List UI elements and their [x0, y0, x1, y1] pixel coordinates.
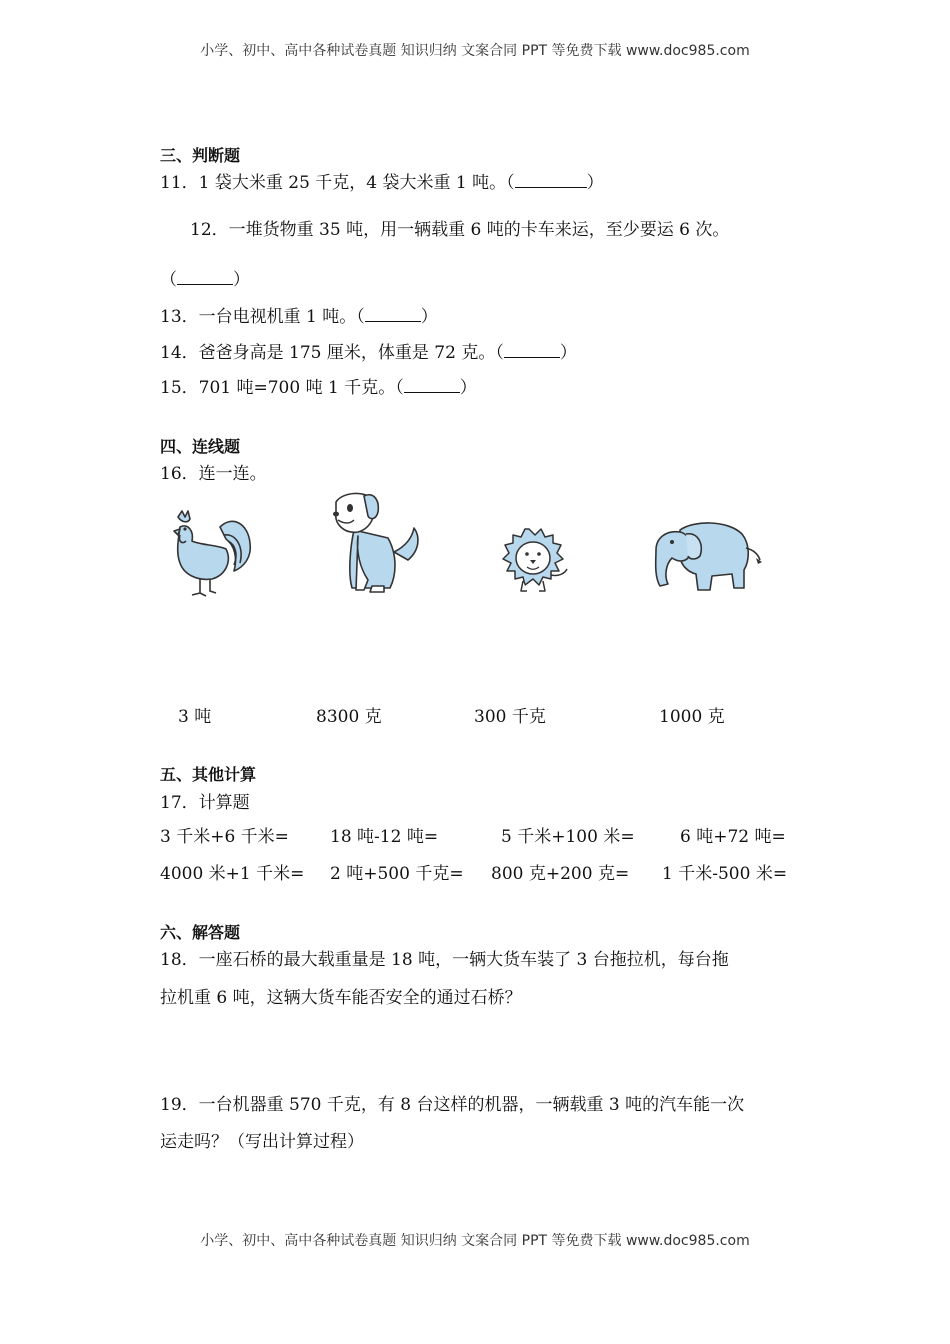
question-16: 16．连一连。 [160, 464, 267, 484]
close-paren: ） [559, 343, 577, 363]
close-paren: ） [420, 307, 438, 327]
question-18-line1: 18．一座石桥的最大载重量是 18 吨，一辆大货车装了 3 台拖拉机，每台拖 [160, 950, 729, 970]
weight-label-4[interactable]: 1000 克 [659, 707, 725, 727]
rooster-icon[interactable] [160, 505, 255, 600]
lion-icon[interactable] [495, 525, 575, 597]
question-13 [160, 302, 438, 327]
calc-item: 18 吨-12 吨= [330, 827, 439, 847]
weight-label-1[interactable]: 3 吨 [178, 707, 212, 727]
question-15 [160, 373, 477, 398]
weight-label-2[interactable]: 8300 克 [316, 707, 382, 727]
question-12: 12．一堆货物重 35 吨，用一辆载重 6 吨的卡车来运，至少要运 6 次。 [190, 220, 730, 240]
question-11-text: 11．1 袋大米重 25 千克，4 袋大米重 1 吨。（ [160, 173, 515, 193]
question-18-line2: 拉机重 6 吨，这辆大货车能否安全的通过石桥？ [160, 988, 522, 1008]
question-13-text: 13．一台电视机重 1 吨。（ [160, 307, 365, 327]
weight-label-3[interactable]: 300 千克 [474, 707, 546, 727]
calc-item: 1 千米-500 米= [662, 864, 788, 884]
question-15-text: 15．701 吨=700 吨 1 千克。（ [160, 378, 404, 398]
page-header: 小学、初中、高中各种试卷真题 知识归纳 文案合同 PPT 等免费下载 www.doc985.com [200, 43, 750, 59]
answer-blank-11[interactable] [515, 173, 587, 188]
section6-title: 六、解答题 [160, 923, 241, 942]
question-12-answer [160, 265, 250, 290]
question-14-text: 14．爸爸身高是 175 厘米，体重是 72 克。（ [160, 343, 504, 363]
answer-blank-15[interactable] [404, 378, 460, 393]
calc-item: 2 吨+500 千克= [330, 864, 464, 884]
calc-item: 6 吨+72 吨= [680, 827, 786, 847]
question-19-line1: 19．一台机器重 570 千克，有 8 台这样的机器，一辆载重 3 吨的汽车能一次 [160, 1095, 745, 1115]
elephant-icon[interactable] [650, 518, 765, 598]
answer-blank-14[interactable] [504, 343, 560, 358]
question-14 [160, 338, 577, 363]
calc-item: 4000 米+1 千米= [160, 864, 305, 884]
answer-blank-12[interactable] [177, 270, 233, 285]
section5-title: 五、其他计算 [160, 765, 257, 784]
close-paren: ） [233, 270, 250, 290]
calc-item: 5 千米+100 米= [501, 827, 635, 847]
open-paren: （ [160, 270, 177, 290]
close-paren: ） [459, 378, 477, 398]
close-paren: ） [586, 173, 604, 193]
question-19-line2: 运走吗？（写出计算过程） [160, 1132, 364, 1152]
answer-blank-13[interactable] [365, 307, 421, 322]
section4-title: 四、连线题 [160, 437, 241, 456]
question-17: 17．计算题 [160, 793, 250, 813]
question-11 [160, 168, 604, 193]
dog-icon[interactable] [328, 490, 423, 598]
page-footer: 小学、初中、高中各种试卷真题 知识归纳 文案合同 PPT 等免费下载 www.doc985.com [200, 1233, 750, 1249]
section3-title: 三、判断题 [160, 146, 241, 165]
calc-item: 800 克+200 克= [491, 864, 630, 884]
calc-item: 3 千米+6 千米= [160, 827, 289, 847]
